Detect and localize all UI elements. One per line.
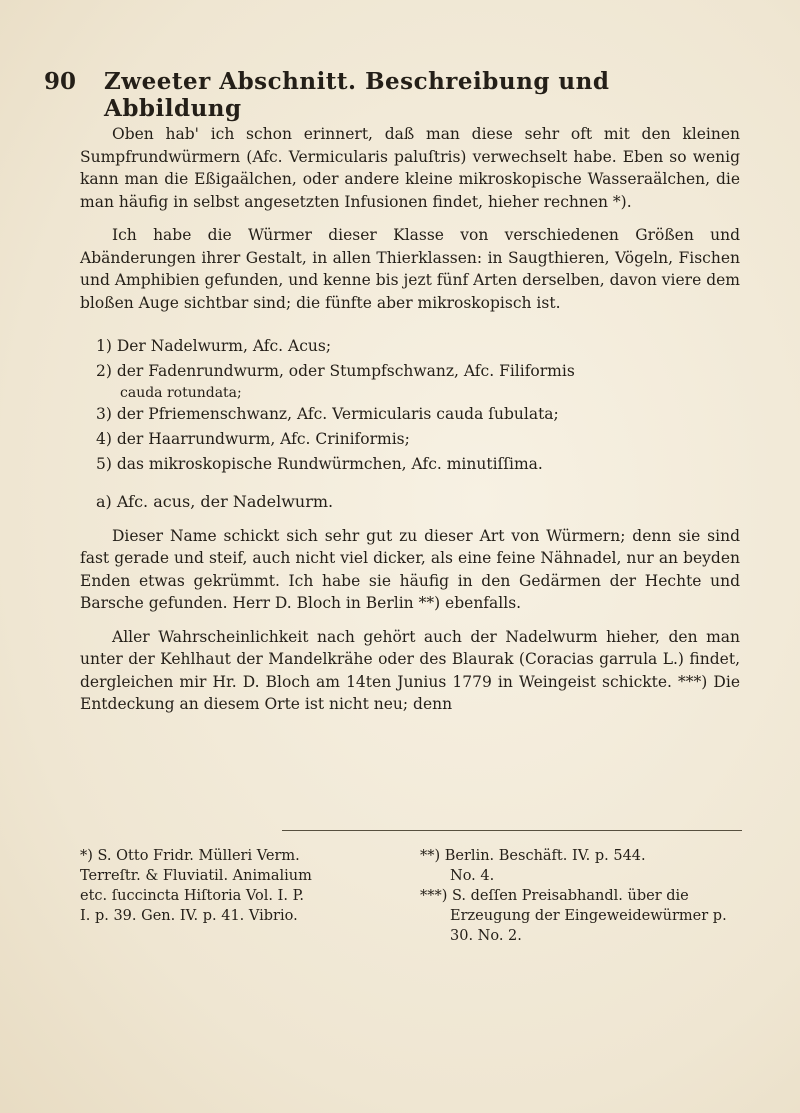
main-text <box>80 123 740 716</box>
footnote-divider <box>282 830 742 831</box>
footnote-line: ***) S. deſſen Preisabhandl. über die <box>420 888 689 904</box>
footnote-line: I. p. 39. Gen. IV. p. 41. Vibrio. <box>80 908 298 924</box>
footnote-line: **) Berlin. Beschäft. IV. p. 544. <box>420 848 646 864</box>
paragraph-2: Ich habe die Würmer dieser Klasse von verschiedenen Größen und Abänderungen ihrer Gestalt, in allen Thierklassen: in Saugthieren, Vögeln, Fischen und Amphibien gefunden, und kenne bis jezt fünf Arten derselben, davon viere dem bloßen Auge sichtbar sind; die fünfte aber mikroskopisch ist. <box>80 226 740 312</box>
list-item: 3) der Pfriemenschwanz, Afc. Vermicularis cauda ſubulata; <box>96 405 559 423</box>
list-item: 4) der Haarrundwurm, Afc. Criniformis; <box>96 430 410 448</box>
list-item: 5) das mikroskopische Rundwürmchen, Afc. minutiſſima. <box>96 455 543 473</box>
list-item: 2) der Fadenrundwurm, oder Stumpfschwanz, Afc. Filiformis <box>96 362 575 380</box>
footnote-line: 30. No. 2. <box>450 928 522 944</box>
footnote-line: Erzeugung der Eingeweidewürmer p. <box>450 908 727 924</box>
paragraph-4: Aller Wahrscheinlichkeit nach gehört auch der Nadelwurm hieher, den man unter der Kehlhaut der Mandelkrähe oder des Blaurak (Coracias garrula L.) findet, dergleichen mir Hr. D. Bloch am 14ten Junius 1779 in Weingeist schickte. ***) Die Entdeckung an diesem Orte ist nicht neu; denn <box>80 627 740 713</box>
running-title: Zweeter Abschnitt. Beschreibung und Abbildung <box>104 68 610 122</box>
paragraph-1: Oben hab' ich schon erinnert, daß man diese sehr oft mit den kleinen Sumpfrundwürmern (Afc. Vermicularis paluſtris) verwechselt habe. Eben so wenig kann man die Eßigaälchen, oder andere kleine mikroskopische Wasseraälchen, die man häufig in selbst angesetzten Infusionen findet, hieher rechnen *). <box>80 125 740 211</box>
running-head <box>44 60 740 122</box>
species-list <box>96 334 740 477</box>
footnote-left <box>80 846 400 926</box>
footnote-line: Terreſtr. & Fluviatil. Animalium <box>80 868 312 884</box>
paragraph-3: Dieser Name schickt sich sehr gut zu dieser Art von Würmern; denn sie sind fast gerade und steif, auch nicht viel dicker, als eine feine Nähnadel, nur an beyden Enden etwas gekrümmt. Ich habe sie häufig in den Gedärmen der Hechte und Barsche gefunden. Herr D. Bloch in Berlin **) ebenfalls. <box>80 526 740 612</box>
list-item-continuation: cauda rotundata; <box>120 385 242 401</box>
footnote-line: *) S. Otto Fridr. Mülleri Verm. <box>80 848 300 864</box>
page-number: 90 <box>44 68 77 95</box>
footnote-right <box>420 846 744 946</box>
footnote-line: No. 4. <box>450 868 495 884</box>
footnote-line: etc. ſuccincta Hiſtoria Vol. I. P. <box>80 888 304 904</box>
list-item: 1) Der Nadelwurm, Afc. Acus; <box>96 337 332 355</box>
section-heading: a) Afc. acus, der Nadelwurm. <box>96 492 334 511</box>
